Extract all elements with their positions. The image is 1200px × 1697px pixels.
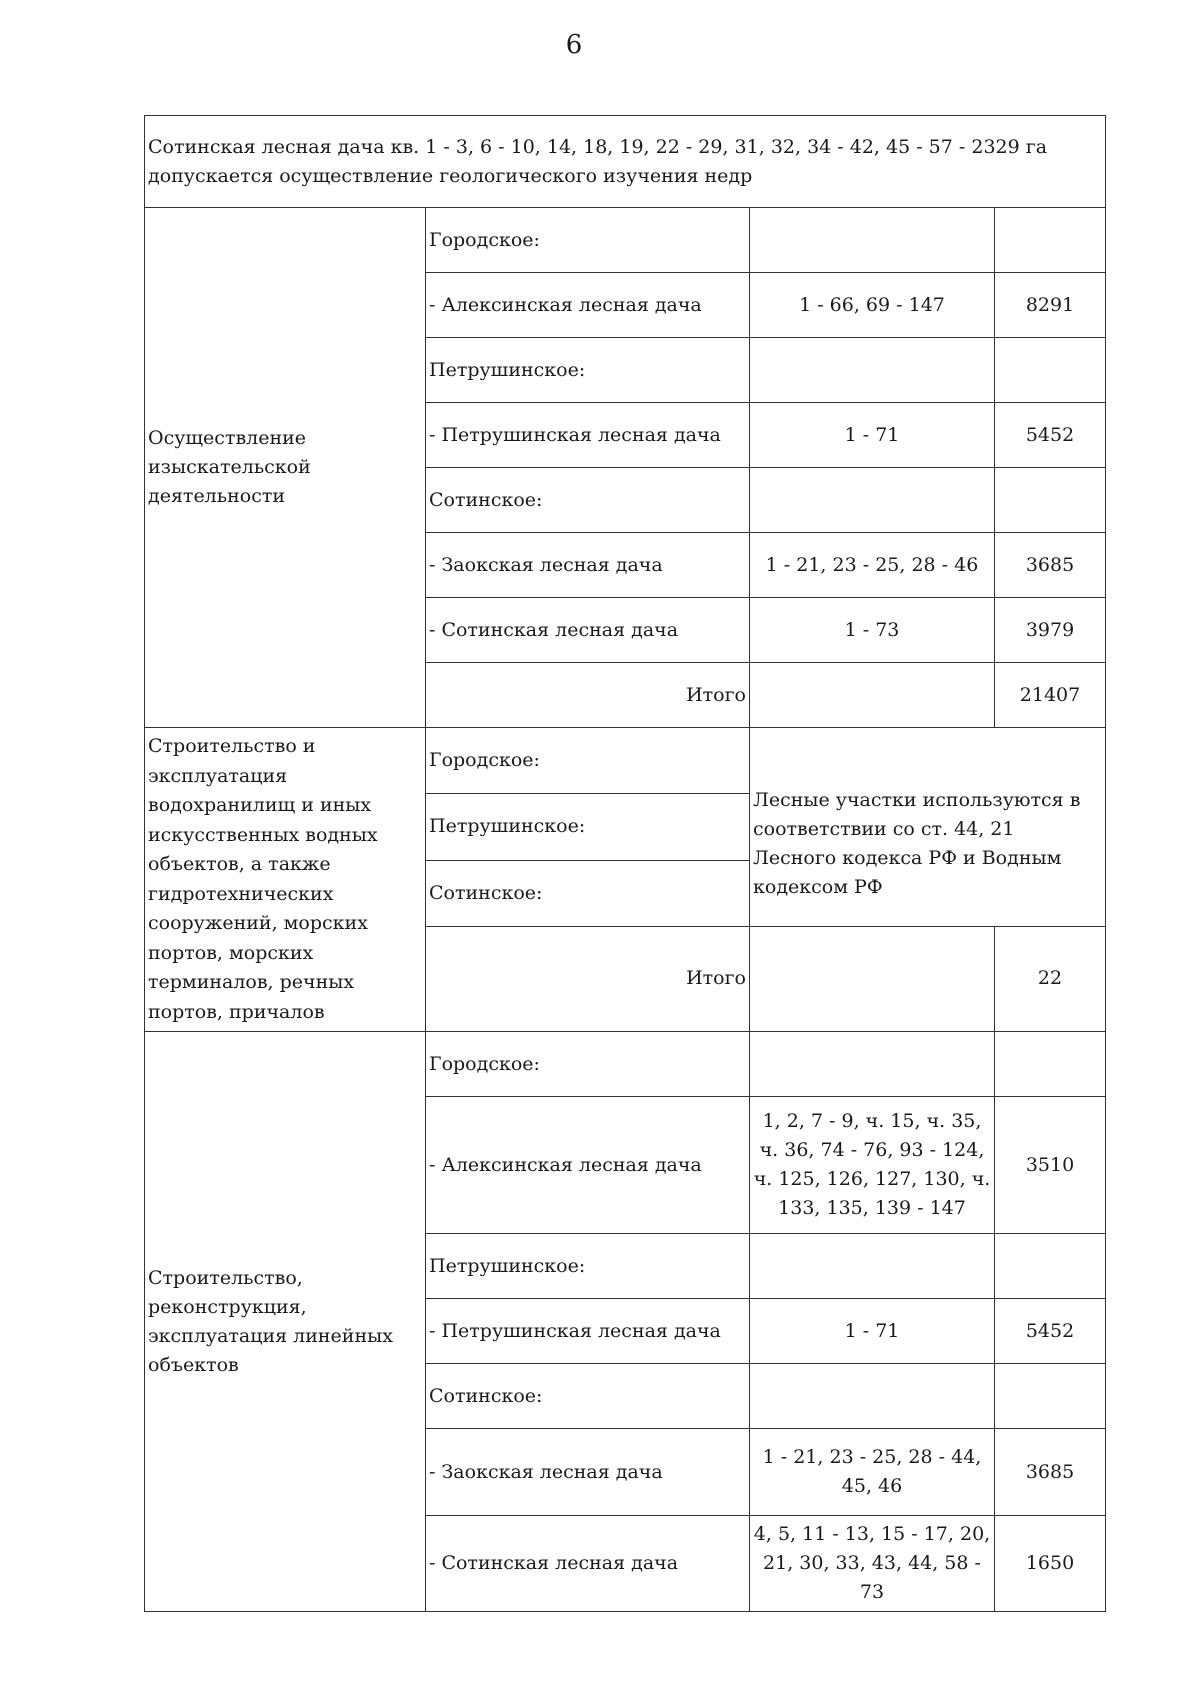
forest-name: - Петрушинская лесная дача: [426, 403, 750, 468]
quarters-cell: [750, 468, 995, 533]
area-cell: [995, 1032, 1106, 1097]
quarters-cell: [750, 1364, 995, 1429]
quarters-cell: 1 - 71: [750, 1299, 995, 1364]
area-cell: [995, 1364, 1106, 1429]
quarters-cell: 1 - 71: [750, 403, 995, 468]
quarters-cell: 1 - 21, 23 - 25, 28 - 44, 45, 46: [750, 1429, 995, 1516]
forest-name: - Заокская лесная дача: [426, 533, 750, 598]
header-row: [145, 116, 1106, 208]
section3-label: Строительство, реконструкция, эксплуатация линейных объектов: [145, 1032, 426, 1612]
table-row: [145, 728, 1106, 794]
area-cell: 3510: [995, 1097, 1106, 1234]
quarters-cell: [750, 208, 995, 273]
section1-label: Осуществление изыскательской деятельности: [145, 208, 426, 728]
quarters-cell: 1 - 73: [750, 598, 995, 663]
total-value: 21407: [995, 663, 1106, 728]
quarters-cell: [750, 1234, 995, 1299]
area-cell: 5452: [995, 1299, 1106, 1364]
quarters-cell: [750, 338, 995, 403]
forest-name: - Алексинская лесная дача: [426, 273, 750, 338]
forest-name: - Заокская лесная дача: [426, 1429, 750, 1516]
section2-label: Строительство и эксплуатация водохранилищ и иных искусственных водных объектов, а также гидротехнических сооружений, морских портов, морских терминалов, речных портов, причалов: [145, 728, 426, 1032]
district-name: Петрушинское:: [426, 338, 750, 403]
quarters-cell: [750, 1032, 995, 1097]
table-row: [145, 208, 1106, 273]
total-quarters-cell: [750, 926, 995, 1031]
area-cell: [995, 1234, 1106, 1299]
district-name: Сотинское:: [426, 860, 750, 926]
area-cell: [995, 208, 1106, 273]
total-value: 22: [995, 926, 1106, 1031]
table-row: [145, 1032, 1106, 1097]
water-code-note: Лесные участки используются в соответствии со ст. 44, 21 Лесного кодекса РФ и Водным кодексом РФ: [750, 728, 1106, 927]
total-quarters-cell: [750, 663, 995, 728]
area-cell: [995, 468, 1106, 533]
area-cell: 5452: [995, 403, 1106, 468]
forest-use-table: [144, 115, 1106, 1612]
area-cell: 1650: [995, 1516, 1106, 1612]
forest-name: - Петрушинская лесная дача: [426, 1299, 750, 1364]
forest-name: - Сотинская лесная дача: [426, 598, 750, 663]
area-cell: 8291: [995, 273, 1106, 338]
quarters-cell: 4, 5, 11 - 13, 15 - 17, 20, 21, 30, 33, 43, 44, 58 - 73: [750, 1516, 995, 1612]
district-name: Городское:: [426, 728, 750, 794]
total-label: Итого: [426, 663, 750, 728]
area-cell: [995, 338, 1106, 403]
forest-name: - Алексинская лесная дача: [426, 1097, 750, 1234]
area-cell: 3979: [995, 598, 1106, 663]
geological-study-note: Сотинская лесная дача кв. 1 - 3, 6 - 10, 14, 18, 19, 22 - 29, 31, 32, 34 - 42, 45 - 57 - 2329 га допускается осуществление геологического изучения недр: [145, 116, 1106, 208]
district-name: Городское:: [426, 1032, 750, 1097]
quarters-cell: 1 - 66, 69 - 147: [750, 273, 995, 338]
total-label: Итого: [426, 926, 750, 1031]
district-name: Городское:: [426, 208, 750, 273]
district-name: Сотинское:: [426, 468, 750, 533]
area-cell: 3685: [995, 1429, 1106, 1516]
quarters-cell: 1, 2, 7 - 9, ч. 15, ч. 35, ч. 36, 74 - 76, 93 - 124, ч. 125, 126, 127, 130, ч. 133, 135, 139 - 147: [750, 1097, 995, 1234]
quarters-cell: 1 - 21, 23 - 25, 28 - 46: [750, 533, 995, 598]
forest-name: - Сотинская лесная дача: [426, 1516, 750, 1612]
district-name: Петрушинское:: [426, 1234, 750, 1299]
district-name: Сотинское:: [426, 1364, 750, 1429]
district-name: Петрушинское:: [426, 794, 750, 860]
area-cell: 3685: [995, 533, 1106, 598]
page-number: 6: [565, 30, 583, 60]
